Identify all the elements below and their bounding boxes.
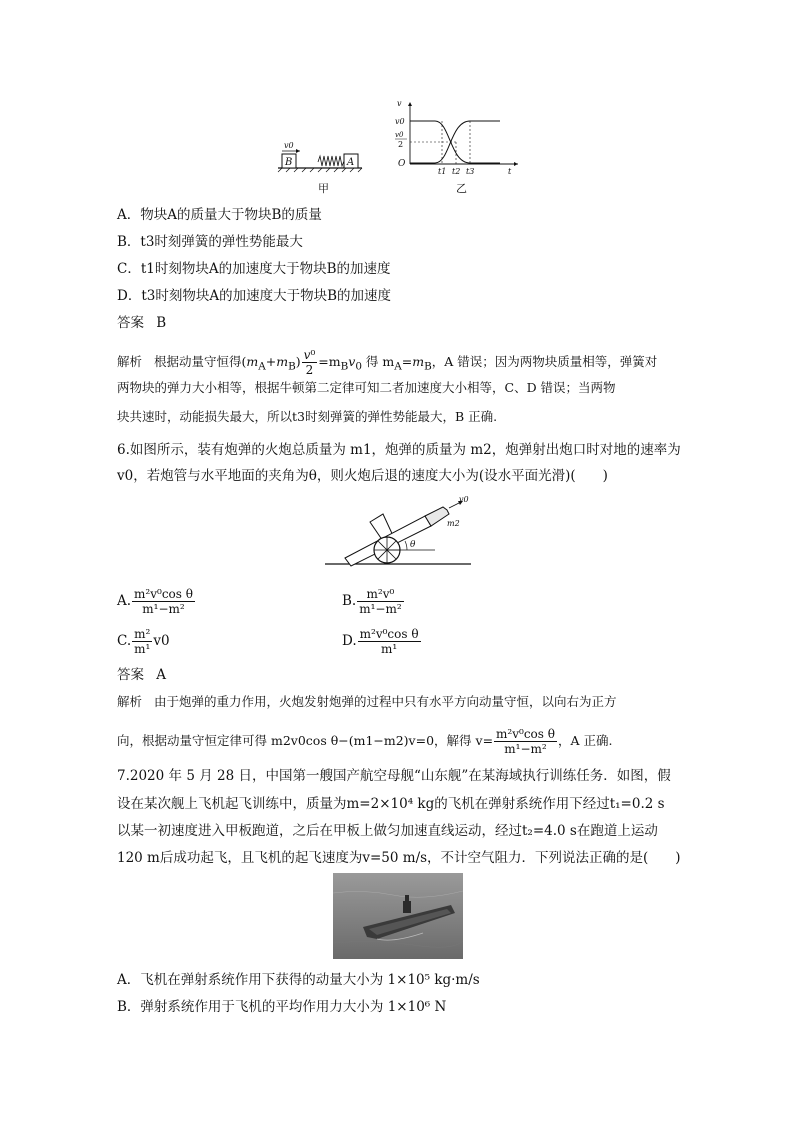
block-b-label: B bbox=[285, 157, 293, 168]
q6-option-d bbox=[342, 627, 422, 656]
q7-stem-line-4: 120 m后成功起飞，且飞机的起飞速度为v=50 m/s，不计空气阻力．下列说法正确的是( ) bbox=[117, 850, 681, 866]
graph-t3-label: t3 bbox=[466, 167, 475, 176]
graph-v-label: v bbox=[397, 99, 402, 108]
option-label: D. bbox=[342, 633, 357, 649]
spring bbox=[318, 156, 344, 166]
analysis-text: 由于炮弹的重力作用，火炮发射炮弹的过程中只有水平方向动量守恒，以向右为正方 bbox=[154, 694, 617, 709]
q7-stem-line-3: 以某一初速度进入甲板跑道，之后在甲板上做匀加速直线运动，经过t₂=4.0 s在跑道上运动 bbox=[117, 823, 658, 839]
answer-label: 答案 bbox=[117, 315, 144, 331]
q5-answer bbox=[117, 313, 166, 333]
aircraft-carrier-photo bbox=[333, 873, 463, 959]
q6-option-a bbox=[117, 587, 196, 616]
option-label: A. bbox=[117, 593, 132, 609]
option-c-denominator: m¹ bbox=[134, 642, 151, 656]
q5-option-c: C．t1时刻物块A的加速度大于物块B的加速度 bbox=[117, 261, 391, 277]
graph-t2-label: t2 bbox=[452, 167, 461, 176]
analysis-label: 解析 bbox=[117, 694, 143, 709]
figure-spring-blocks bbox=[270, 96, 520, 200]
answer-value: B bbox=[156, 315, 167, 331]
option-a-denominator: m¹−m² bbox=[142, 602, 185, 616]
option-label: B. bbox=[342, 593, 357, 609]
option-c-tail: v0 bbox=[153, 633, 170, 649]
v0-label: v0 bbox=[284, 141, 294, 150]
q7-option-a: A．飞机在弹射系统作用下获得的动量大小为 1×10⁵ kg·m/s bbox=[117, 972, 480, 988]
option-b-numerator: m²v⁰ bbox=[357, 587, 403, 602]
graph-v0-half-den: 2 bbox=[398, 140, 404, 149]
graph-v0-half-num: v0 bbox=[395, 131, 404, 139]
q5-option-a: A．物块A的质量大于物块B的质量 bbox=[117, 207, 322, 223]
q6-stem-line-1: 6.如图所示，装有炮弹的火炮总质量为 m1，炮弹的质量为 m2，炮弹射出炮口时对地的速率为 bbox=[117, 442, 681, 458]
q6-option-b bbox=[342, 587, 405, 616]
graph-t1-label: t1 bbox=[438, 167, 447, 176]
answer-value: A bbox=[156, 667, 167, 683]
q6-analysis-line-2 bbox=[117, 727, 612, 756]
q7-stem-line-1: 7.2020 年 5 月 28 日，中国第一艘国产航空母舰“山东舰”在某海域执行训练任务．如图，假 bbox=[117, 768, 671, 784]
q7-stem-line-2: 设在某次舰上飞机起飞训练中，质量为m=2×10⁴ kg的飞机在弹射系统作用下经过t₁=0.2 s bbox=[117, 796, 665, 812]
option-d-numerator: m²v⁰cos θ bbox=[359, 627, 419, 641]
q5-analysis-line-2: 两物块的弹力大小相等，根据牛顿第二定律可知二者加速度大小相等，C、D 错误；当两物 bbox=[117, 380, 616, 395]
option-d-denominator: m¹ bbox=[381, 642, 398, 656]
block-a-label: A bbox=[347, 157, 355, 168]
q6-stem-line-2: v0，若炮管与水平地面的夹角为θ，则火炮后退的速度大小为(设水平面光滑)( ) bbox=[117, 468, 608, 484]
graph-origin-label: O bbox=[398, 159, 406, 169]
q5-option-d: D．t3时刻物块A的加速度大于物块B的加速度 bbox=[117, 288, 392, 304]
q5-analysis-line-1: 解析 根据动量守恒得$(m_A+m_B)$ $\frac{\text{v⁰}}{2}$ $=m_Bv_0$ 得 $m_A=m_B$，A 错误；因为两物块质量相等，弹簧对 bbox=[117, 348, 658, 377]
option-a-numerator: m²v⁰cos θ bbox=[134, 587, 193, 601]
analysis-numerator: m²v⁰cos θ bbox=[496, 727, 555, 741]
theta-label: θ bbox=[410, 540, 416, 550]
q5-analysis-line-3: 块共速时，动能损失最大，所以t3时刻弹簧的弹性势能最大，B 正确. bbox=[117, 409, 498, 424]
cannon-m2-label: m2 bbox=[447, 519, 460, 528]
analysis-text: 向，根据动量守恒定律可得 m2v0cos θ−(m1−m2)v=0，解得 v= bbox=[117, 733, 494, 748]
analysis-text: 根据动量守恒得( bbox=[154, 354, 247, 369]
q6-answer bbox=[117, 665, 166, 685]
v0-over-2: $\frac{\text{v⁰}}{2}$ bbox=[303, 348, 316, 377]
analysis-text: =m bbox=[318, 354, 341, 369]
q7-option-b: B．弹射系统作用于飞机的平均作用力大小为 1×10⁶ N bbox=[117, 999, 447, 1015]
graph-v0-label: v0 bbox=[395, 117, 405, 126]
analysis-denominator: m¹−m² bbox=[504, 742, 547, 756]
analysis-text: 得 m bbox=[365, 354, 395, 369]
q6-option-c bbox=[117, 627, 170, 656]
caption-yi: 乙 bbox=[456, 182, 467, 195]
option-b-denominator: m¹−m² bbox=[359, 602, 402, 616]
caption-jia: 甲 bbox=[318, 182, 329, 195]
option-c-numerator: m² bbox=[134, 627, 151, 641]
analysis-text: ，A 正确. bbox=[557, 733, 613, 748]
figure-cannon bbox=[325, 494, 475, 572]
q6-analysis-line-1 bbox=[117, 692, 617, 712]
graph-t-label: t bbox=[508, 167, 512, 176]
cannon-v0-label: v0 bbox=[459, 495, 469, 504]
option-label: C. bbox=[117, 633, 132, 649]
analysis-text: ，A 错误；因为两物块质量相等，弹簧对 bbox=[431, 354, 658, 369]
analysis-label: 解析 bbox=[117, 354, 143, 369]
answer-label: 答案 bbox=[117, 667, 144, 683]
q5-option-b: B．t3时刻弹簧的弹性势能最大 bbox=[117, 234, 303, 250]
